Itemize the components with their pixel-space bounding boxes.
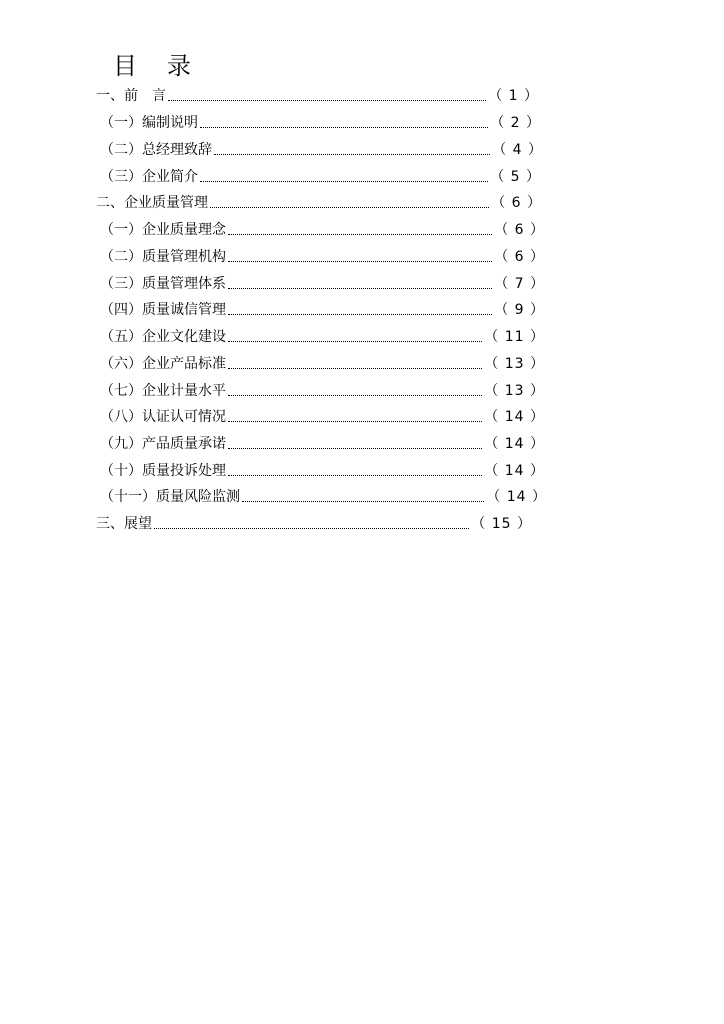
toc-entry-label: 三、展望: [96, 516, 152, 532]
toc-entry-product-standards[interactable]: [100, 354, 545, 374]
toc-entry-page: （ 6 ）: [491, 195, 542, 211]
toc-dot-leader: [154, 527, 469, 529]
toc-entry-quality-commitment[interactable]: [100, 434, 545, 454]
toc-dot-leader: [168, 99, 486, 101]
toc-entry-page: （ 7 ）: [494, 276, 545, 292]
toc-entry-label: （六）企业产品标准: [100, 356, 226, 372]
toc-entry-quality-system[interactable]: [100, 274, 545, 294]
toc-dot-leader: [210, 206, 489, 208]
toc-dot-leader: [228, 233, 492, 235]
toc-dot-leader: [228, 420, 482, 422]
toc-entry-quality-philosophy[interactable]: [100, 220, 545, 240]
toc-dot-leader: [228, 340, 482, 342]
toc-entry-corporate-culture[interactable]: [100, 327, 545, 347]
toc-entry-outlook[interactable]: [96, 514, 532, 534]
toc-entry-label: （七）企业计量水平: [100, 383, 226, 399]
toc-entry-gm-address[interactable]: [100, 140, 543, 160]
toc-entry-page: （ 5 ）: [490, 169, 541, 185]
toc-entry-page: （ 13 ）: [484, 356, 545, 372]
toc-entry-label: （十一）质量风险监测: [100, 489, 240, 505]
toc-entry-compilation-notes[interactable]: [100, 113, 541, 133]
toc-entry-page: （ 1 ）: [488, 88, 539, 104]
toc-dot-leader: [228, 474, 482, 476]
toc-entry-page: （ 14 ）: [486, 489, 547, 505]
toc-entry-page: （ 14 ）: [484, 409, 545, 425]
toc-dot-leader: [214, 153, 490, 155]
toc-dot-leader: [200, 180, 488, 182]
toc-title-char-1: 目: [113, 52, 137, 80]
toc-entry-page: （ 15 ）: [471, 516, 532, 532]
toc-entry-quality-management[interactable]: [96, 193, 542, 213]
toc-entry-company-profile[interactable]: [100, 167, 541, 187]
toc-dot-leader: [228, 260, 492, 262]
toc-entry-label: （九）产品质量承诺: [100, 436, 226, 452]
toc-entry-page: （ 4 ）: [492, 142, 543, 158]
toc-entry-certification[interactable]: [100, 407, 545, 427]
toc-dot-leader: [228, 447, 482, 449]
toc-entry-page: （ 14 ）: [484, 436, 545, 452]
toc-entry-label: 二、企业质量管理: [96, 195, 208, 211]
toc-entry-quality-integrity[interactable]: [100, 300, 545, 320]
toc-entry-measurement-level[interactable]: [100, 381, 545, 401]
toc-entry-label: （十）质量投诉处理: [100, 463, 226, 479]
toc-entry-label: （一）编制说明: [100, 115, 198, 131]
toc-entry-label: （三）企业简介: [100, 169, 198, 185]
toc-entry-label: （三）质量管理体系: [100, 276, 226, 292]
toc-dot-leader: [228, 287, 492, 289]
toc-entry-page: （ 11 ）: [484, 329, 545, 345]
toc-entry-label: （八）认证认可情况: [100, 409, 226, 425]
toc-entry-complaint-handling[interactable]: [100, 461, 545, 481]
toc-entry-page: （ 9 ）: [494, 302, 545, 318]
toc-dot-leader: [242, 500, 484, 502]
toc-entry-page: （ 6 ）: [494, 222, 545, 238]
toc-entry-label: （二）质量管理机构: [100, 249, 226, 265]
toc-entry-label: （四）质量诚信管理: [100, 302, 226, 318]
toc-title-char-2: 录: [167, 52, 191, 80]
toc-entry-label: （二）总经理致辞: [100, 142, 212, 158]
toc-entry-page: （ 2 ）: [490, 115, 541, 131]
toc-entry-label: （一）企业质量理念: [100, 222, 226, 238]
toc-entry-label: 一、前 言: [96, 88, 166, 104]
toc-entry-page: （ 13 ）: [484, 383, 545, 399]
toc-dot-leader: [228, 313, 492, 315]
toc-entry-label: （五）企业文化建设: [100, 329, 226, 345]
toc-entry-page: （ 6 ）: [494, 249, 545, 265]
toc-entry-page: （ 14 ）: [484, 463, 545, 479]
toc-dot-leader: [228, 394, 482, 396]
toc-entry-quality-organization[interactable]: [100, 247, 545, 267]
toc-entry-foreword[interactable]: [96, 86, 539, 106]
toc-dot-leader: [200, 126, 488, 128]
toc-dot-leader: [228, 367, 482, 369]
toc-entry-risk-monitoring[interactable]: [100, 487, 547, 507]
